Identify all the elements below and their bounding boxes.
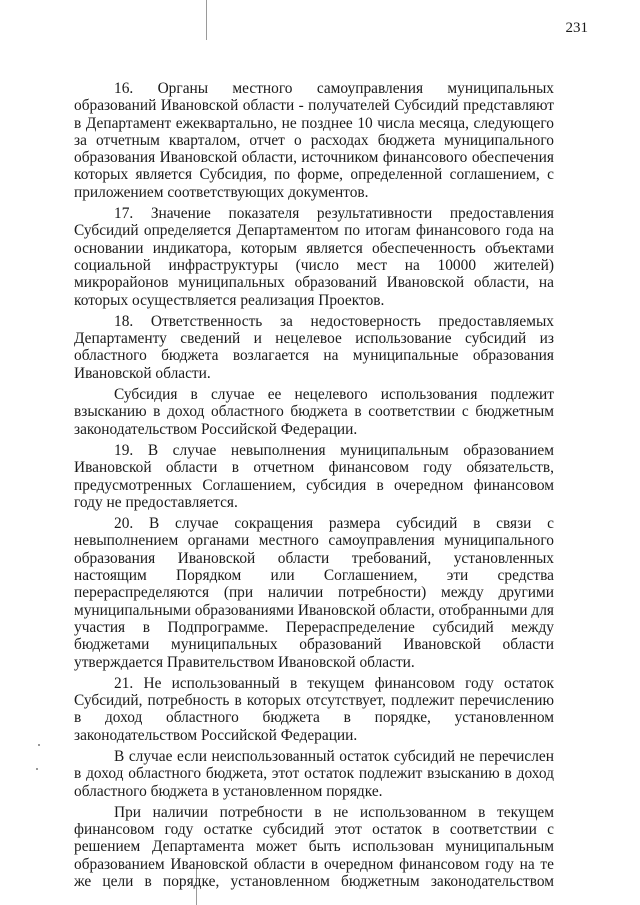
scan-edge-mark	[206, 0, 207, 40]
scan-speck	[38, 744, 40, 746]
paragraph-21: 21. Не использованный в текущем финансовом году остаток Субсидий, потребность в которых отсутствует, подлежит перечислению в доход областного бюджета в порядке, установленном законодательством Российской Федерации.	[74, 674, 554, 744]
document-body	[74, 80, 554, 894]
paragraph-20: 20. В случае сокращения размера субсидий в связи с невыполнением органами местного самоуправления муниципального образования Ивановской области требований, установленных настоящим Порядком или Соглашением, эти средства перераспределяются (при наличии потребности) между другими муниципальными образованиями Ивановской области, отобранными для участия в Подпрограмме. Перераспределение субсидий между бюджетами муниципальных образований Ивановской области утверждается Правительством Ивановской области.	[74, 515, 554, 671]
paragraph-18-subsidy-misuse: Субсидия в случае ее нецелевого использования подлежит взысканию в доход областного бюджета в соответствии с бюджетным законодательством Российской Федерации.	[74, 386, 554, 438]
paragraph-21-reuse: При наличии потребности в не использованном в текущем финансовом году остатке субсидий этот остаток в соответствии с решением Департамента может быть использован муниципальным образованием Ивановской области в очередном финансовом году на те же цели в порядке, установленном бюджетным законодательством	[74, 803, 554, 891]
paragraph-21-unspent-remainder: В случае если неиспользованный остаток субсидий не перечислен в доход областного бюджета, этот остаток подлежит взысканию в доход областного бюджета в установленном порядке.	[74, 747, 554, 800]
scan-speck	[36, 768, 38, 770]
paragraph-17: 17. Значение показателя результативности предоставления Субсидий определяется Департаментом по итогам финансового года на основании индикатора, которым является обеспеченность объектами социальной инфраструктуры (число мест на 10000 жителей) микрорайонов муниципальных образований Ивановской области, на которых осуществляется реализация Проектов.	[74, 205, 554, 309]
paragraph-18: 18. Ответственность за недостоверность предоставляемых Департаменту сведений и нецелевое использование субсидий из областного бюджета возлагается на муниципальные образования Ивановской области.	[74, 312, 554, 382]
paragraph-19: 19. В случае невыполнения муниципальным образованием Ивановской области в отчетном финансовом году обязательств, предусмотренных Соглашением, субсидия в очередном финансовом году не предоставляется.	[74, 441, 554, 511]
paragraph-16: 16. Органы местного самоуправления муниципальных образований Ивановской области - получателей Субсидий представляют в Департамент ежеквартально, не позднее 10 числа месяца, следующего за отчетным кварталом, отчет о расходах бюджета муниципального образования Ивановской области, источником финансового обеспечения которых является Субсидия, по форме, определенной соглашением, с приложением соответствующих документов.	[74, 80, 554, 201]
page-number: 231	[565, 20, 588, 36]
